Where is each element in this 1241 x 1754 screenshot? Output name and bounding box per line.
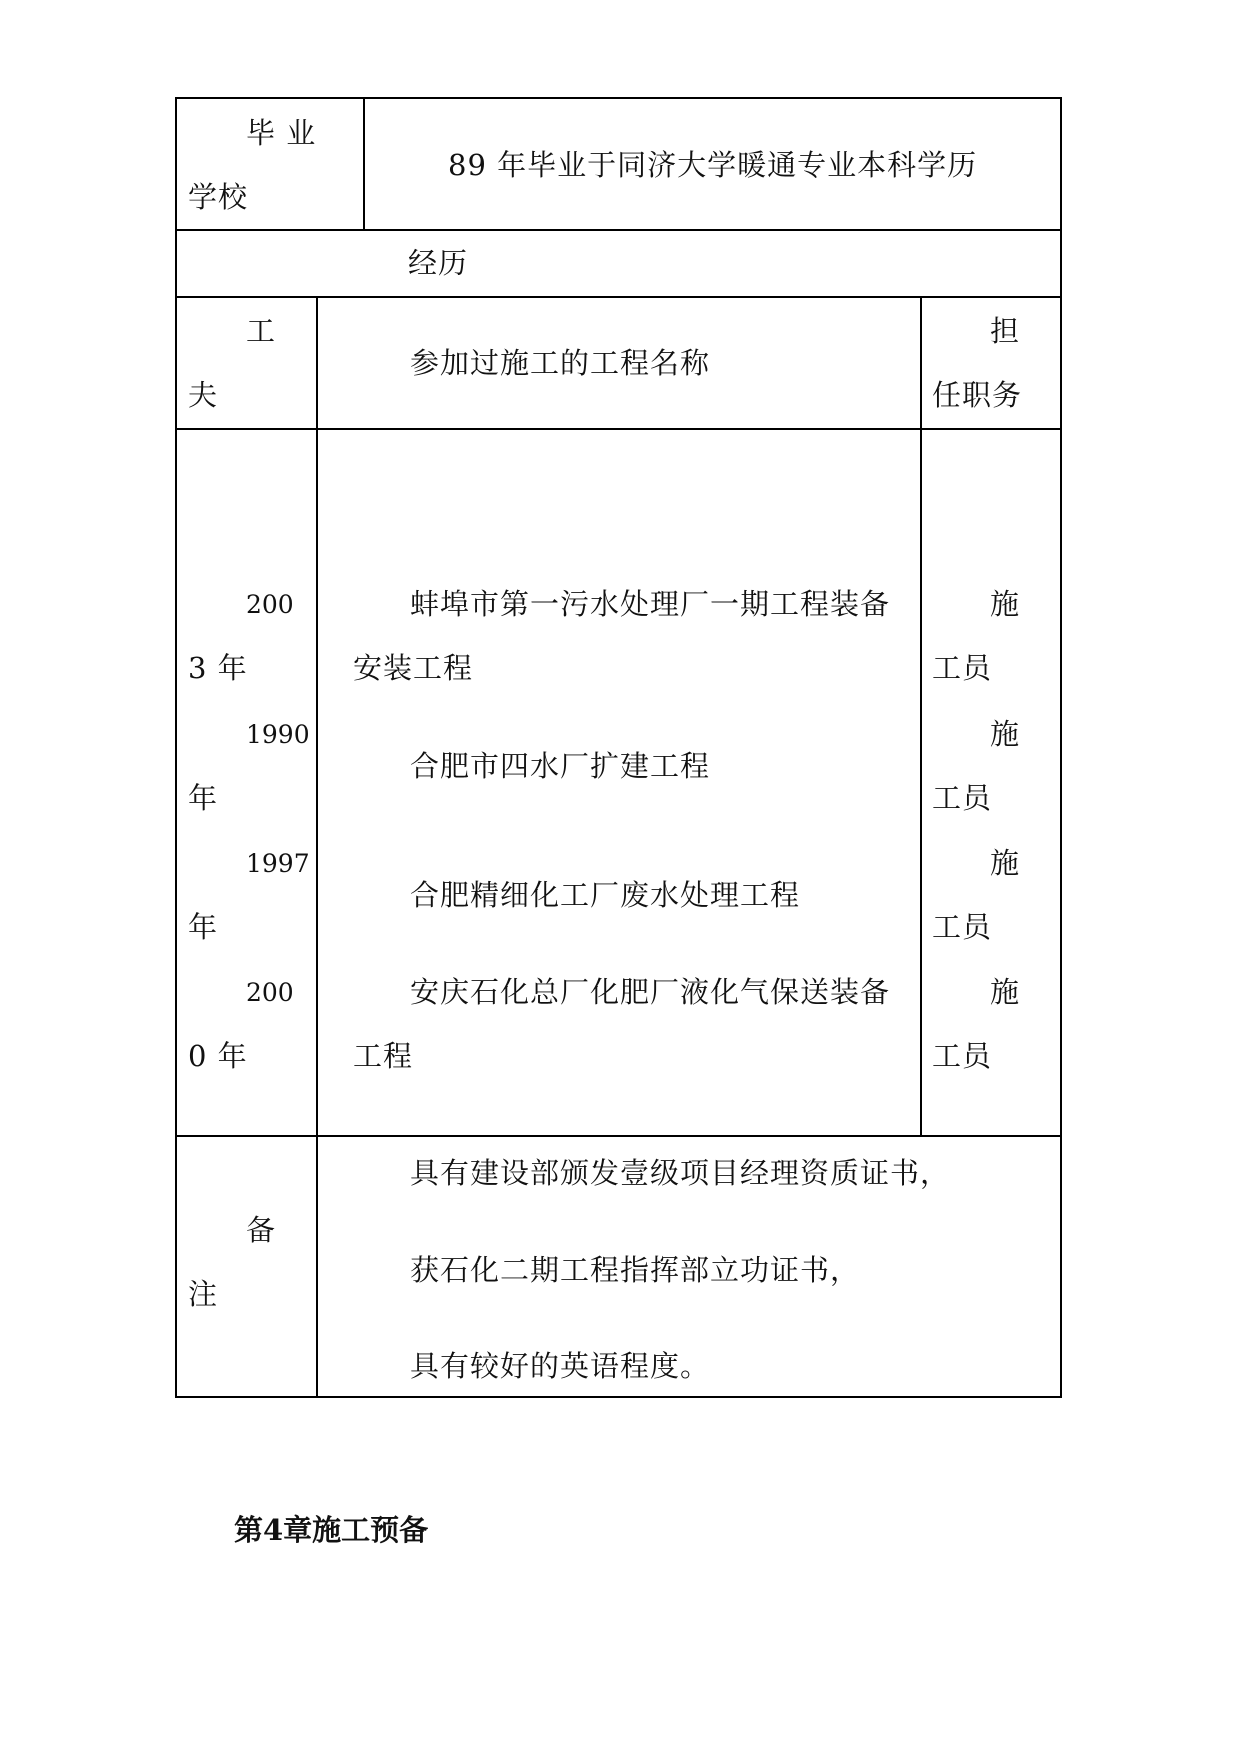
remark-label-line1: 备	[246, 1213, 277, 1247]
col-project-header: 参加过施工的工程名称	[410, 346, 711, 380]
row-1-role-line1: 施	[990, 587, 1021, 621]
remark-line-2: 获石化二期工程指挥部立功证书，	[410, 1253, 861, 1287]
row-1-project-line2: 安装工程	[353, 651, 474, 685]
school-label-line1: 毕 业	[246, 116, 317, 150]
row-1-time-line1: 200	[246, 590, 294, 619]
col-role-line1: 担	[990, 314, 1021, 348]
school-value: 89 年毕业于同济大学暖通专业本科学历	[448, 148, 978, 182]
chapter-title: 第4章施工预备	[234, 1513, 429, 1547]
row-3-time-line1: 1997	[246, 849, 310, 878]
col-time-line2: 夫	[188, 378, 219, 412]
row-1-role-line2: 工员	[932, 651, 993, 685]
experience-header-cell	[175, 229, 1062, 298]
row-3-role-line1: 施	[990, 846, 1021, 880]
experience-header: 经历	[408, 246, 469, 280]
col-role-line2: 任职务	[932, 378, 1023, 412]
row-4-project-line1: 安庆石化总厂化肥厂液化气保送装备	[410, 975, 891, 1009]
row-2-time-line1: 1990	[246, 720, 310, 749]
school-label-line2: 学校	[188, 180, 249, 214]
row-4-role-line1: 施	[990, 975, 1021, 1009]
row-4-time-line1: 200	[246, 978, 294, 1007]
row-2-project-line1: 合肥市四水厂扩建工程	[410, 749, 711, 783]
row-1-project-line1: 蚌埠市第一污水处理厂一期工程装备	[410, 587, 891, 621]
row-1-time-line2: 3 年	[188, 651, 248, 685]
row-3-project-line1: 合肥精细化工厂废水处理工程	[410, 878, 801, 912]
row-3-time-line2: 年	[188, 910, 219, 944]
remark-line-3: 具有较好的英语程度。	[410, 1349, 711, 1383]
row-2-role-line2: 工员	[932, 781, 993, 815]
col-time-line1: 工	[246, 314, 277, 348]
remark-line-1: 具有建设部颁发壹级项目经理资质证书，	[410, 1156, 951, 1190]
row-4-project-line2: 工程	[353, 1039, 414, 1073]
row-4-time-line2: 0 年	[188, 1039, 248, 1073]
row-4-role-line2: 工员	[932, 1039, 993, 1073]
row-3-role-line2: 工员	[932, 910, 993, 944]
row-2-time-line2: 年	[188, 781, 219, 815]
remark-label-line2: 注	[188, 1277, 219, 1311]
row-2-role-line1: 施	[990, 717, 1021, 751]
